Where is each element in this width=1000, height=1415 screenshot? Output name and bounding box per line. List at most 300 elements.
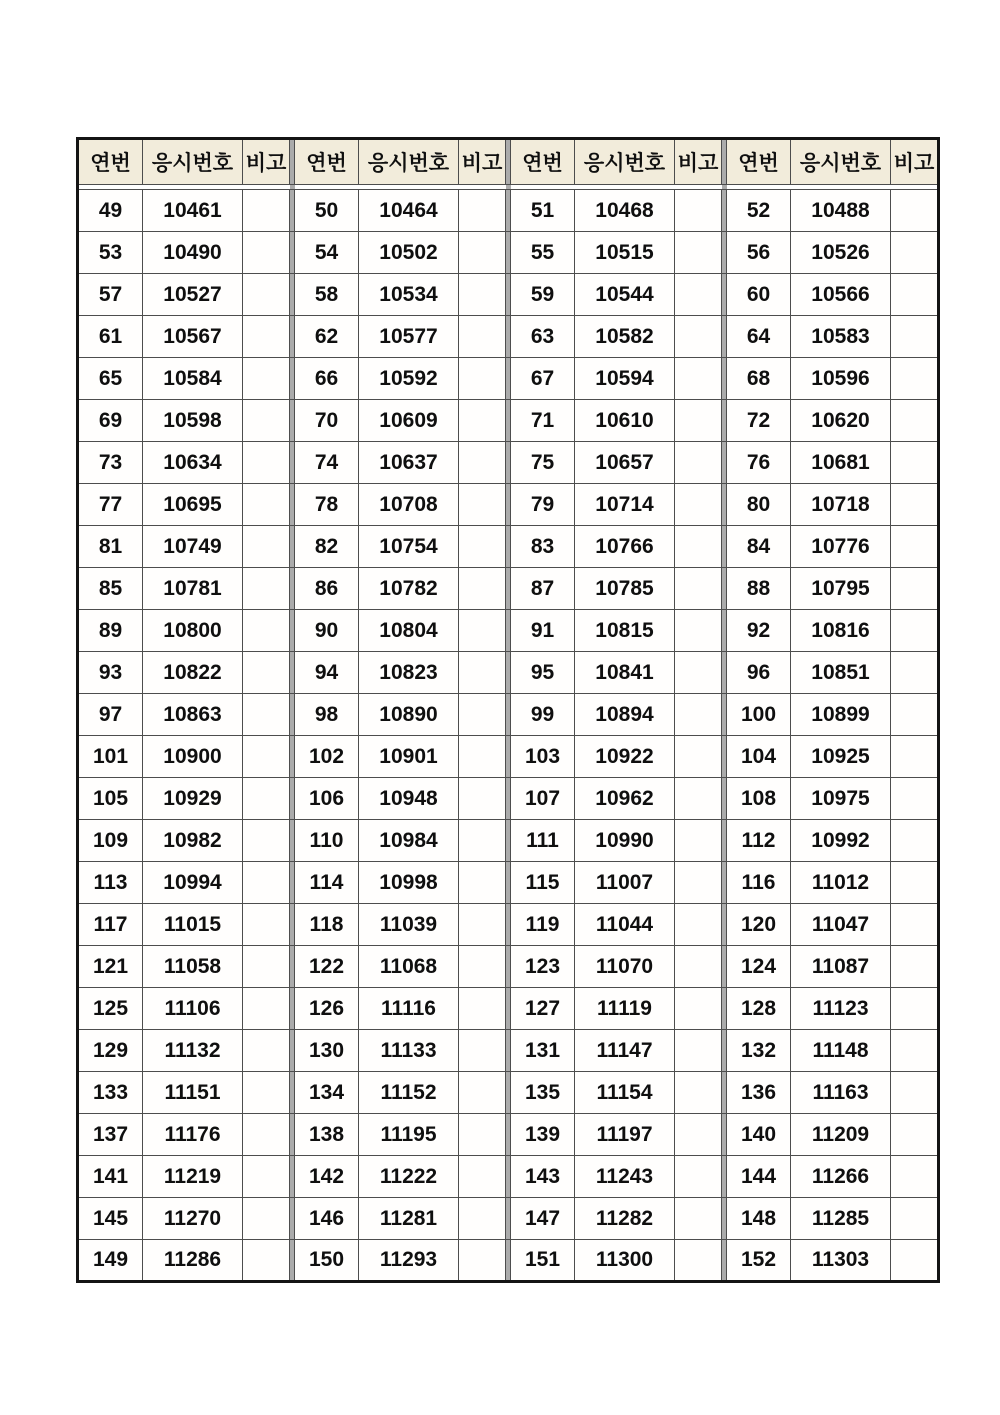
exam-number-cell: 10990 [575,820,675,862]
serial-cell: 113 [78,862,143,904]
exam-number-cell: 10782 [359,568,459,610]
exam-number-cell: 10566 [791,274,891,316]
remarks-cell [675,484,722,526]
serial-cell: 136 [727,1072,791,1114]
exam-number-cell: 10468 [575,190,675,232]
serial-cell: 139 [511,1114,575,1156]
exam-number-cell: 10998 [359,862,459,904]
serial-cell: 144 [727,1156,791,1198]
exam-number-cell: 10515 [575,232,675,274]
exam-number-cell: 11197 [575,1114,675,1156]
remarks-cell [891,1240,939,1282]
serial-cell: 97 [78,694,143,736]
serial-cell: 119 [511,904,575,946]
remarks-cell [459,358,506,400]
remarks-cell [459,400,506,442]
serial-cell: 54 [295,232,359,274]
serial-cell: 93 [78,652,143,694]
exam-number-cell: 11047 [791,904,891,946]
table-row [78,820,939,862]
exam-number-cell: 11303 [791,1240,891,1282]
remarks-cell [459,904,506,946]
exam-number-cell: 11147 [575,1030,675,1072]
exam-number-cell: 10800 [143,610,243,652]
exam-number-cell: 10567 [143,316,243,358]
serial-cell: 105 [78,778,143,820]
table-row [78,316,939,358]
remarks-cell [891,778,939,820]
exam-number-cell: 10823 [359,652,459,694]
remarks-cell [675,1198,722,1240]
exam-number-cell: 10610 [575,400,675,442]
remarks-cell [459,946,506,988]
table-row [78,274,939,316]
serial-cell: 96 [727,652,791,694]
exam-number-cell: 10592 [359,358,459,400]
exam-number-cell: 11012 [791,862,891,904]
serial-cell: 85 [78,568,143,610]
exam-number-cell: 10714 [575,484,675,526]
exam-number-cell: 10781 [143,568,243,610]
serial-cell: 102 [295,736,359,778]
remarks-cell [459,988,506,1030]
remarks-cell [243,442,290,484]
exam-number-cell: 10490 [143,232,243,274]
serial-cell: 56 [727,232,791,274]
exam-number-cell: 11007 [575,862,675,904]
serial-cell: 109 [78,820,143,862]
exam-number-cell: 10584 [143,358,243,400]
remarks-cell [891,316,939,358]
serial-cell: 146 [295,1198,359,1240]
remarks-cell [675,1030,722,1072]
exam-number-cell: 10634 [143,442,243,484]
remarks-cell [243,568,290,610]
exam-number-cell: 10925 [791,736,891,778]
remarks-cell [891,274,939,316]
serial-header-cell: 연번 [78,139,143,185]
exam-number-cell: 10598 [143,400,243,442]
exam-number-cell: 11148 [791,1030,891,1072]
serial-cell: 58 [295,274,359,316]
serial-cell: 69 [78,400,143,442]
exam-number-cell: 10795 [791,568,891,610]
serial-cell: 65 [78,358,143,400]
serial-cell: 121 [78,946,143,988]
remarks-cell [891,568,939,610]
remarks-cell [243,610,290,652]
serial-cell: 151 [511,1240,575,1282]
remarks-cell [243,1156,290,1198]
remarks-cell [675,736,722,778]
serial-cell: 107 [511,778,575,820]
remarks-header-cell: 비고 [243,139,290,185]
exam-number-cell: 11151 [143,1072,243,1114]
remarks-cell [675,904,722,946]
remarks-cell [459,316,506,358]
serial-cell: 132 [727,1030,791,1072]
remarks-cell [675,610,722,652]
serial-cell: 90 [295,610,359,652]
serial-cell: 74 [295,442,359,484]
remarks-cell [243,652,290,694]
remarks-cell [243,1030,290,1072]
exam-number-cell: 10962 [575,778,675,820]
remarks-cell [891,442,939,484]
serial-cell: 145 [78,1198,143,1240]
serial-cell: 101 [78,736,143,778]
exam-number-cell: 10577 [359,316,459,358]
serial-cell: 94 [295,652,359,694]
serial-cell: 131 [511,1030,575,1072]
serial-cell: 66 [295,358,359,400]
serial-cell: 118 [295,904,359,946]
serial-cell: 73 [78,442,143,484]
remarks-cell [243,1198,290,1240]
serial-cell: 100 [727,694,791,736]
exam-number-cell: 10776 [791,526,891,568]
exam-number-cell: 11285 [791,1198,891,1240]
exam-number-cell: 10464 [359,190,459,232]
serial-cell: 82 [295,526,359,568]
table-row [78,442,939,484]
exam-number-cell: 10992 [791,820,891,862]
exam-number-cell: 11286 [143,1240,243,1282]
serial-cell: 124 [727,946,791,988]
remarks-cell [675,1156,722,1198]
remarks-cell [459,1198,506,1240]
table-row [78,1240,939,1282]
serial-cell: 141 [78,1156,143,1198]
exam-number-cell: 10488 [791,190,891,232]
remarks-cell [243,1240,290,1282]
serial-cell: 150 [295,1240,359,1282]
remarks-cell [459,820,506,862]
remarks-cell [459,1114,506,1156]
exam-number-cell: 10815 [575,610,675,652]
remarks-cell [891,1030,939,1072]
serial-cell: 148 [727,1198,791,1240]
table-row [78,610,939,652]
table-row [78,862,939,904]
exam-number-cell: 11195 [359,1114,459,1156]
table-row [78,484,939,526]
exam-number-cell: 10526 [791,232,891,274]
serial-cell: 142 [295,1156,359,1198]
roster-header [78,139,939,185]
exam-number-cell: 10901 [359,736,459,778]
serial-cell: 123 [511,946,575,988]
serial-cell: 108 [727,778,791,820]
exam-number-cell: 10544 [575,274,675,316]
serial-cell: 149 [78,1240,143,1282]
remarks-cell [891,1198,939,1240]
remarks-cell [675,988,722,1030]
exam-number-cell: 11106 [143,988,243,1030]
serial-cell: 115 [511,862,575,904]
remarks-header-cell: 비고 [891,139,939,185]
table-row [78,568,939,610]
remarks-cell [675,862,722,904]
exam-number-cell: 10890 [359,694,459,736]
remarks-cell [891,694,939,736]
remarks-cell [675,694,722,736]
exam-number-cell: 10596 [791,358,891,400]
serial-cell: 120 [727,904,791,946]
roster-body [78,185,939,1282]
exam-number-cell: 11209 [791,1114,891,1156]
remarks-cell [891,904,939,946]
table-row [78,1156,939,1198]
serial-cell: 80 [727,484,791,526]
exam-number-cell: 11281 [359,1198,459,1240]
exam-number-cell: 10695 [143,484,243,526]
header-row [78,139,939,185]
remarks-cell [675,400,722,442]
serial-cell: 71 [511,400,575,442]
serial-cell: 87 [511,568,575,610]
remarks-cell [675,274,722,316]
exam-number-cell: 10461 [143,190,243,232]
serial-cell: 49 [78,190,143,232]
table-row [78,652,939,694]
serial-cell: 129 [78,1030,143,1072]
remarks-cell [459,610,506,652]
remarks-cell [243,274,290,316]
serial-cell: 112 [727,820,791,862]
remarks-cell [675,568,722,610]
serial-cell: 110 [295,820,359,862]
remarks-cell [891,652,939,694]
remarks-cell [459,736,506,778]
remarks-cell [243,232,290,274]
exam-number-cell: 10657 [575,442,675,484]
serial-cell: 99 [511,694,575,736]
remarks-header-cell: 비고 [675,139,722,185]
exam-number-cell: 11132 [143,1030,243,1072]
table-row [78,526,939,568]
exam-number-cell: 10594 [575,358,675,400]
remarks-cell [243,778,290,820]
serial-cell: 57 [78,274,143,316]
serial-cell: 116 [727,862,791,904]
exam-number-cell: 11219 [143,1156,243,1198]
serial-cell: 72 [727,400,791,442]
table-row [78,904,939,946]
serial-cell: 135 [511,1072,575,1114]
remarks-cell [243,736,290,778]
exam-number-header-cell: 응시번호 [791,139,891,185]
serial-cell: 114 [295,862,359,904]
exam-number-cell: 10785 [575,568,675,610]
remarks-cell [675,946,722,988]
exam-number-header-cell: 응시번호 [359,139,459,185]
remarks-cell [891,232,939,274]
serial-header-cell: 연번 [295,139,359,185]
exam-number-cell: 10502 [359,232,459,274]
serial-cell: 91 [511,610,575,652]
remarks-cell [891,988,939,1030]
exam-number-cell: 10754 [359,526,459,568]
exam-number-cell: 11068 [359,946,459,988]
remarks-cell [675,232,722,274]
exam-number-cell: 11176 [143,1114,243,1156]
exam-roster-table [76,137,940,1283]
remarks-cell [675,778,722,820]
exam-number-cell: 11300 [575,1240,675,1282]
serial-cell: 104 [727,736,791,778]
exam-number-cell: 10841 [575,652,675,694]
serial-cell: 84 [727,526,791,568]
remarks-cell [243,904,290,946]
remarks-cell [243,694,290,736]
serial-cell: 117 [78,904,143,946]
serial-cell: 130 [295,1030,359,1072]
exam-number-cell: 10994 [143,862,243,904]
remarks-header-cell: 비고 [459,139,506,185]
exam-number-cell: 10922 [575,736,675,778]
exam-number-cell: 10681 [791,442,891,484]
exam-number-cell: 11119 [575,988,675,1030]
serial-cell: 81 [78,526,143,568]
exam-number-cell: 10863 [143,694,243,736]
remarks-cell [675,358,722,400]
serial-cell: 60 [727,274,791,316]
remarks-cell [891,400,939,442]
serial-cell: 128 [727,988,791,1030]
exam-number-cell: 11087 [791,946,891,988]
serial-cell: 88 [727,568,791,610]
remarks-cell [675,190,722,232]
remarks-cell [243,484,290,526]
serial-cell: 70 [295,400,359,442]
remarks-cell [459,526,506,568]
remarks-cell [891,946,939,988]
remarks-cell [675,820,722,862]
serial-cell: 77 [78,484,143,526]
serial-cell: 152 [727,1240,791,1282]
exam-number-cell: 10620 [791,400,891,442]
serial-cell: 64 [727,316,791,358]
remarks-cell [891,736,939,778]
serial-cell: 75 [511,442,575,484]
remarks-cell [891,1072,939,1114]
exam-number-cell: 10948 [359,778,459,820]
serial-cell: 126 [295,988,359,1030]
exam-number-cell: 10583 [791,316,891,358]
remarks-cell [459,1072,506,1114]
table-row [78,400,939,442]
remarks-cell [675,442,722,484]
exam-number-cell: 10534 [359,274,459,316]
remarks-cell [891,820,939,862]
serial-cell: 133 [78,1072,143,1114]
table-row [78,1114,939,1156]
serial-cell: 61 [78,316,143,358]
exam-number-cell: 10984 [359,820,459,862]
exam-number-cell: 10900 [143,736,243,778]
table-row [78,736,939,778]
serial-header-cell: 연번 [727,139,791,185]
serial-cell: 59 [511,274,575,316]
serial-cell: 138 [295,1114,359,1156]
remarks-cell [459,568,506,610]
remarks-cell [459,694,506,736]
remarks-cell [891,1114,939,1156]
table-row [78,232,939,274]
remarks-cell [243,1072,290,1114]
remarks-cell [891,484,939,526]
exam-number-cell: 11270 [143,1198,243,1240]
exam-number-cell: 10637 [359,442,459,484]
remarks-cell [459,1156,506,1198]
remarks-cell [243,988,290,1030]
serial-cell: 92 [727,610,791,652]
table-row [78,358,939,400]
serial-header-cell: 연번 [511,139,575,185]
exam-number-cell: 11015 [143,904,243,946]
remarks-cell [243,820,290,862]
exam-number-cell: 11058 [143,946,243,988]
remarks-cell [675,1240,722,1282]
serial-cell: 134 [295,1072,359,1114]
serial-cell: 86 [295,568,359,610]
exam-number-cell: 11266 [791,1156,891,1198]
remarks-cell [891,862,939,904]
exam-number-cell: 11282 [575,1198,675,1240]
table-row [78,1198,939,1240]
serial-cell: 76 [727,442,791,484]
exam-number-cell: 11152 [359,1072,459,1114]
remarks-cell [243,946,290,988]
remarks-cell [891,610,939,652]
serial-cell: 67 [511,358,575,400]
exam-number-cell: 11293 [359,1240,459,1282]
exam-number-cell: 10982 [143,820,243,862]
remarks-cell [459,232,506,274]
serial-cell: 89 [78,610,143,652]
table-row [78,988,939,1030]
remarks-cell [459,862,506,904]
remarks-cell [459,1240,506,1282]
remarks-cell [459,1030,506,1072]
serial-cell: 51 [511,190,575,232]
serial-cell: 122 [295,946,359,988]
serial-cell: 140 [727,1114,791,1156]
remarks-cell [459,442,506,484]
exam-number-cell: 10766 [575,526,675,568]
exam-number-cell: 11222 [359,1156,459,1198]
serial-cell: 143 [511,1156,575,1198]
exam-number-cell: 11116 [359,988,459,1030]
exam-number-cell: 10975 [791,778,891,820]
serial-cell: 79 [511,484,575,526]
remarks-cell [243,400,290,442]
table-row [78,1030,939,1072]
serial-cell: 68 [727,358,791,400]
table-row [78,778,939,820]
exam-number-cell: 10527 [143,274,243,316]
serial-cell: 78 [295,484,359,526]
serial-cell: 83 [511,526,575,568]
exam-number-cell: 11039 [359,904,459,946]
remarks-cell [891,1156,939,1198]
remarks-cell [459,190,506,232]
remarks-cell [459,778,506,820]
exam-number-header-cell: 응시번호 [143,139,243,185]
remarks-cell [675,652,722,694]
exam-number-cell: 10899 [791,694,891,736]
